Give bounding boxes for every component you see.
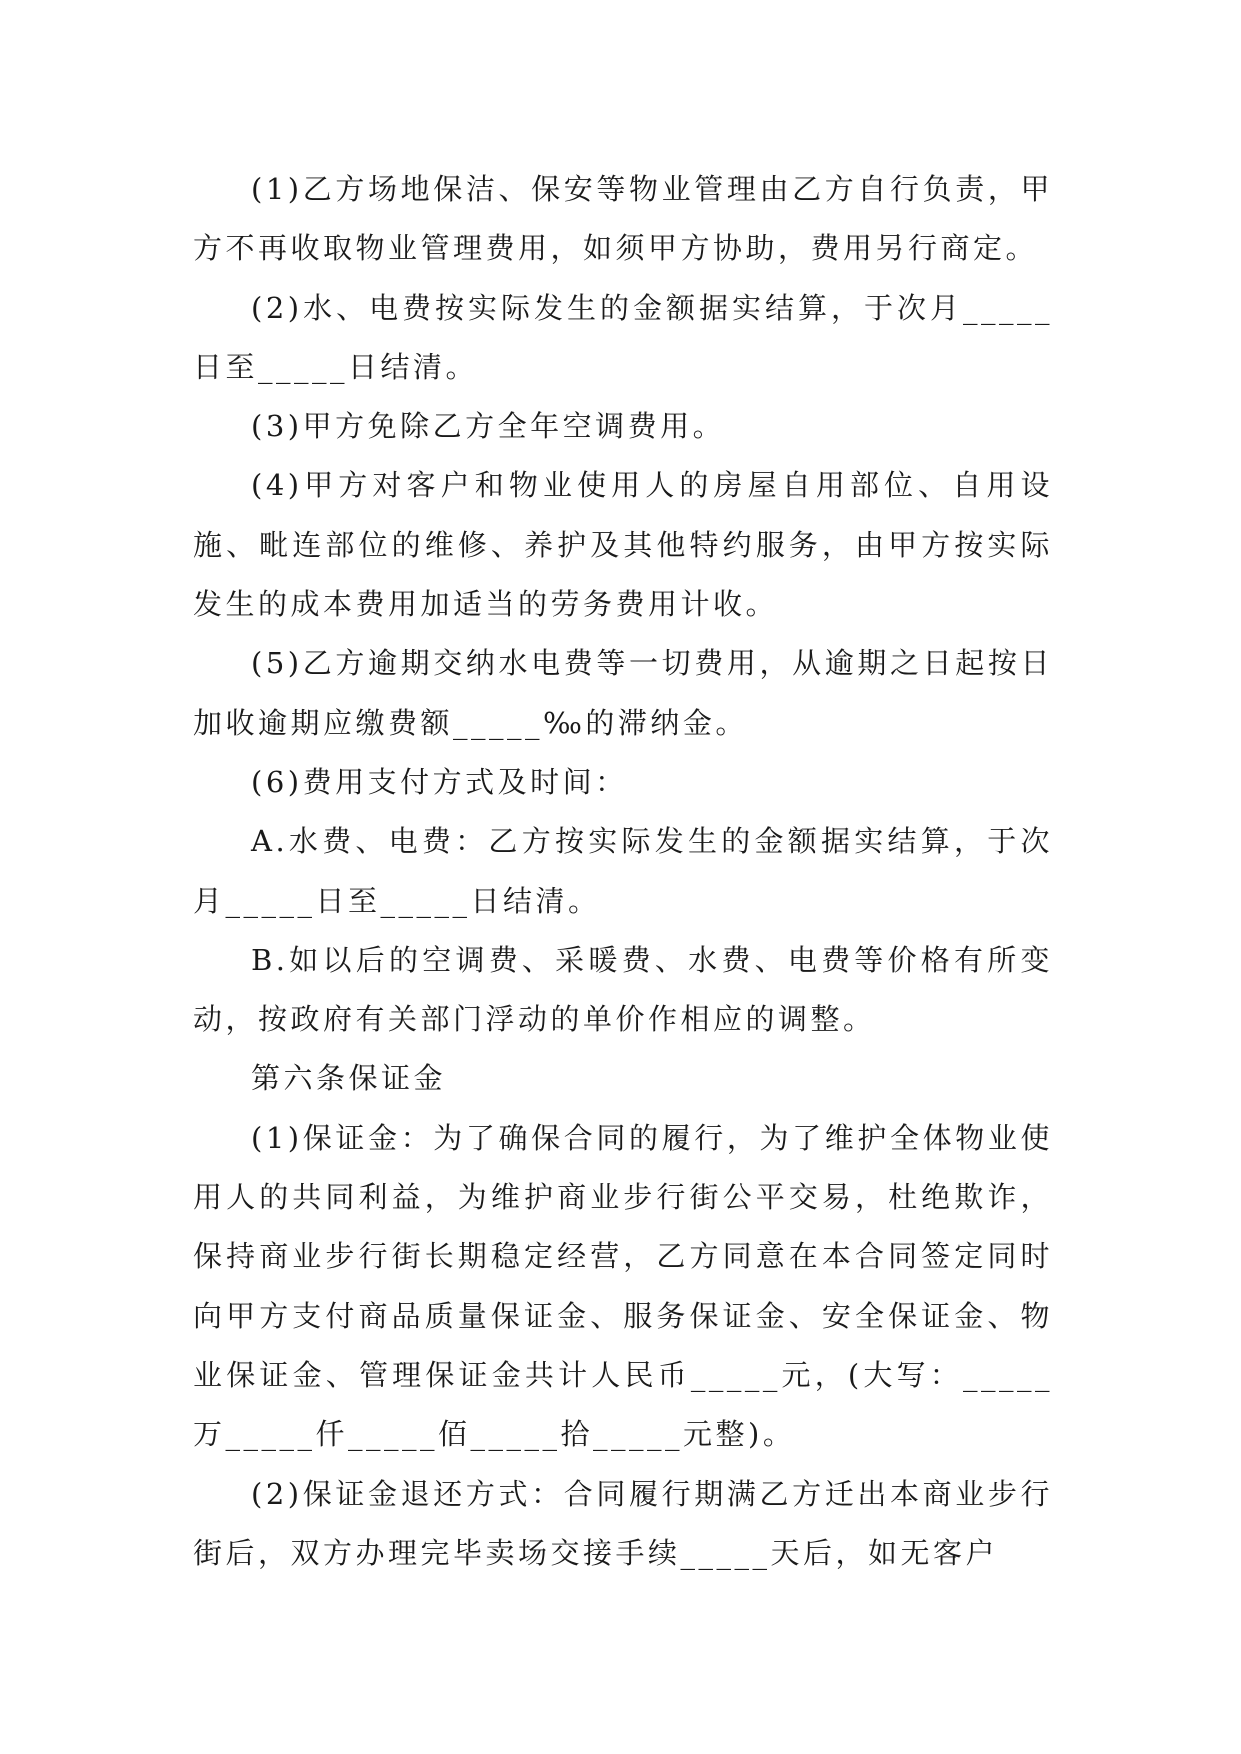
paragraph-water-electricity: A.水费、电费：乙方按实际发生的金额据实结算，于次月_____日至_____日结清。 (193, 824, 1053, 918)
paragraph-property-management: (1)乙方场地保洁、保安等物业管理由乙方自行负责，甲方不再收取物业管理费用，如须甲方协助，费用另行商定。 (193, 172, 1053, 266)
paragraph-air-conditioning: (3)甲方免除乙方全年空调费用。 (251, 409, 726, 444)
document-body (193, 160, 1053, 1583)
paragraph-deposit-refund: (2)保证金退还方式：合同履行期满乙方迁出本商业步行街后，双方办理完毕卖场交接手续_____天后，如无客户 (193, 1476, 1053, 1570)
paragraph-maintenance-services: (4)甲方对客户和物业使用人的房屋自用部位、自用设施、毗连部位的维修、养护及其他特约服务，由甲方按实际发生的成本费用加适当的劳务费用计收。 (193, 468, 1053, 622)
paragraph-deposit-amount: (1)保证金：为了确保合同的履行，为了维护全体物业使用人的共同利益，为维护商业步行街公平交易，杜绝欺诈，保持商业步行街长期稳定经营，乙方同意在本合同签定同时向甲方支付商品质量保证金、服务保证金、安全保证金、物业保证金、管理保证金共计人民币_____元，(大写：_____万_____仟_____佰_____拾_____元整)。 (193, 1120, 1053, 1452)
section-heading-deposit: 第六条保证金 (251, 1061, 447, 1096)
paragraph-late-fee: (5)乙方逾期交纳水电费等一切费用，从逾期之日起按日加收逾期应缴费额_____‰的滞纳金。 (193, 646, 1053, 740)
paragraph-utility-settlement: (2)水、电费按实际发生的金额据实结算，于次月_____日至_____日结清。 (193, 290, 1053, 384)
paragraph-payment-method: (6)费用支付方式及时间： (251, 764, 628, 799)
paragraph-price-adjustment: B.如以后的空调费、采暖费、水费、电费等价格有所变动，按政府有关部门浮动的单价作相应的调整。 (193, 942, 1053, 1037)
